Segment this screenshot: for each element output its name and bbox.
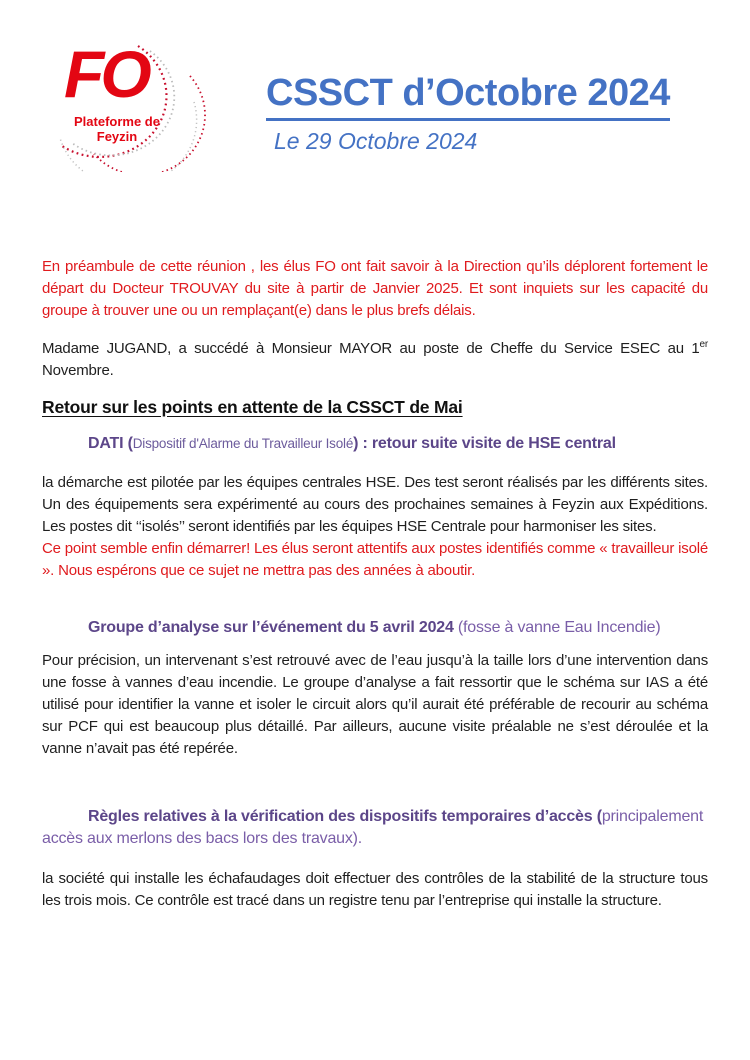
logo-org-line1: Plateforme de (74, 114, 160, 129)
dati-body-paragraph: la démarche est pilotée par les équipes centrales HSE. Des test seront réalisés par les différents sites. Un des équipements sera expérimenté au cours des prochaines semaines à Feyzin aux Expéditions. Les postes dit ‘‘isolés’’ seront identifiés par les équipes HSE Centrale pour harmoniser les sites. (42, 474, 708, 535)
logo-org-name (42, 114, 192, 144)
regles-paragraph: la société qui installe les échafaudages doit effectuer des contrôles de la stabilité de la structure tous les trois mois. Ce contrôle est tracé dans un registre tenu par l’entreprise qui installe la structure. (42, 870, 708, 909)
subsection-heading-groupe-analyse: Groupe d’analyse sur l’événement du 5 avril 2024 (fosse à vanne Eau Incendie) (88, 619, 661, 636)
subsection-heading-dati: DATI (Dispositif d'Alarme du Travailleur Isolé) : retour suite visite de HSE central (88, 435, 616, 452)
dati-comment-paragraph: Ce point semble enfin démarrer! Les élus seront attentifs aux postes identifiés comme « travailleur isolé ». Nous espérons que ce sujet ne mettra pas des années à aboutir. (42, 540, 709, 579)
logo-acronym: FO (64, 37, 148, 111)
page-title: CSSCT d’Octobre 2024 (266, 72, 670, 121)
section-heading-retour: Retour sur les points en attente de la CSSCT de Mai (42, 397, 463, 417)
document-date: Le 29 Octobre 2024 (274, 128, 478, 154)
document-body (42, 256, 708, 912)
logo-org-line2: Feyzin (96, 129, 138, 144)
subsection-heading-regles: Règles relatives à la vérification des dispositifs temporaires d’accès (principalement accès aux merlons des bacs lors des travaux). (42, 808, 704, 847)
header (266, 72, 670, 155)
fo-logo (42, 37, 227, 172)
jugand-paragraph: Madame JUGAND, a succédé à Monsieur MAYOR au poste de Cheffe du Service ESEC au 1er Novembre. (42, 339, 708, 379)
preamble-paragraph: En préambule de cette réunion , les élus FO ont fait savoir à la Direction qu’ils déplorent fortement le départ du Docteur TROUVAY du site à partir de Janvier 2025. Et sont inquiets sur les capacité du groupe à trouver une ou un remplaçant(e) dans le plus brefs délais. (42, 258, 708, 319)
groupe-analyse-paragraph: Pour précision, un intervenant s’est retrouvé avec de l’eau jusqu’à la taille lors d’une intervention dans une fosse à vannes d’eau incendie. Le groupe d’analyse a fait ressortir que le schéma sur IAS a été utilisé pour identifier la vanne et isoler le circuit alors qu’il aurait été préférable de recourir au schéma sur PCF qui est beaucoup plus détaillé. Par ailleurs, aucune visite préalable ne s’est déroulée et la vanne n’avait pas été repérée. (42, 652, 708, 757)
